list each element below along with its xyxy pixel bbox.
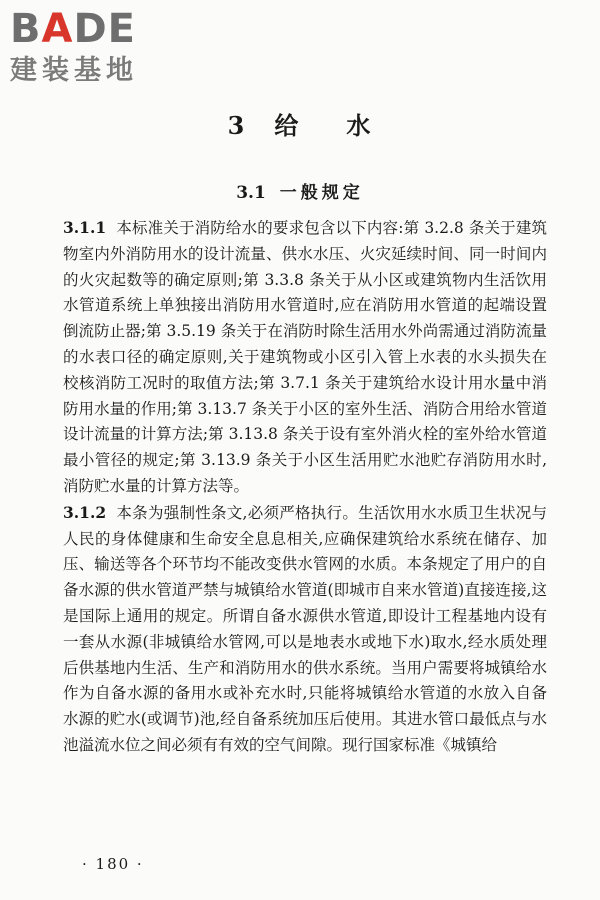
chapter-title-part1: 给	[274, 111, 301, 140]
paragraph-text: 本标准关于消防给水的要求包含以下内容:第 3.2.8 条关于建筑物室内外消防用水的设计流量、供水水压、火灾延续时间、同一时间内的火灾起数等的确定原则;第 3.3.8 条关于从小区或建筑物内生活饮用水管道系统上单独接出消防用水管道时,应在消防用水管道的起端设置倒流防止器;第 3.5.19 条关于在消防时除生活用水外尚需通过消防流量的水表口径的确定原则,关于建筑物或小区引入管上水表的水头损失在校核消防工况时的取值方法;第 3.7.1 条关于建筑给水设计用水量中消防用水量的作用;第 3.13.7 条关于小区的室外生活、消防合用给水管道设计流量的计算方法;第 3.13.8 条关于设有室外消火栓的室外给水管道最小管径的规定;第 3.13.9 条关于小区生活用贮水池贮存消防用水时,消防贮水量的计算方法等。	[63, 219, 547, 495]
clause-number: 3.1.1	[63, 218, 107, 237]
chapter-title-part2: 水	[346, 111, 373, 140]
body-text	[63, 215, 547, 759]
logo-wordmark: BADE	[10, 6, 136, 52]
clause-number: 3.1.2	[63, 502, 107, 522]
paragraph	[63, 500, 547, 759]
page-number: · 180 ·	[82, 855, 144, 873]
section-title: 一般规定	[279, 183, 364, 203]
paragraph	[63, 215, 547, 500]
site-logo	[10, 6, 180, 88]
chapter-number: 3	[227, 111, 247, 140]
section-number: 3.1	[236, 183, 266, 203]
section-heading	[0, 178, 600, 203]
chapter-heading	[0, 106, 600, 141]
paragraph-text: 本条为强制性条文,必须严格执行。生活饮用水水质卫生状况与人民的身体健康和生命安全息息相关,应确保建筑给水系统在储存、加压、输送等各个环节均不能改变供水管网的水质。本条规定了用户的自备水源的供水管道严禁与城镇给水管道(即城市自来水管道)直接连接,这是国际上通用的规定。所谓自备水源供水管道,即设计工程基地内设有一套从水源(非城镇给水管网,可以是地表水或地下水)取水,经水质处理后供基地内生活、生产和消防用水的供水系统。当用户需要将城镇给水作为自备水源的备用水或补充水时,只能将城镇给水管道的水放入自备水源的贮水(或调节)池,经自备系统加压后使用。其进水管口最低点与水池溢流水位之间必须有有效的空气间隙。现行国家标准《城镇给	[63, 503, 547, 754]
logo-subtitle: 建装基地	[10, 55, 138, 86]
